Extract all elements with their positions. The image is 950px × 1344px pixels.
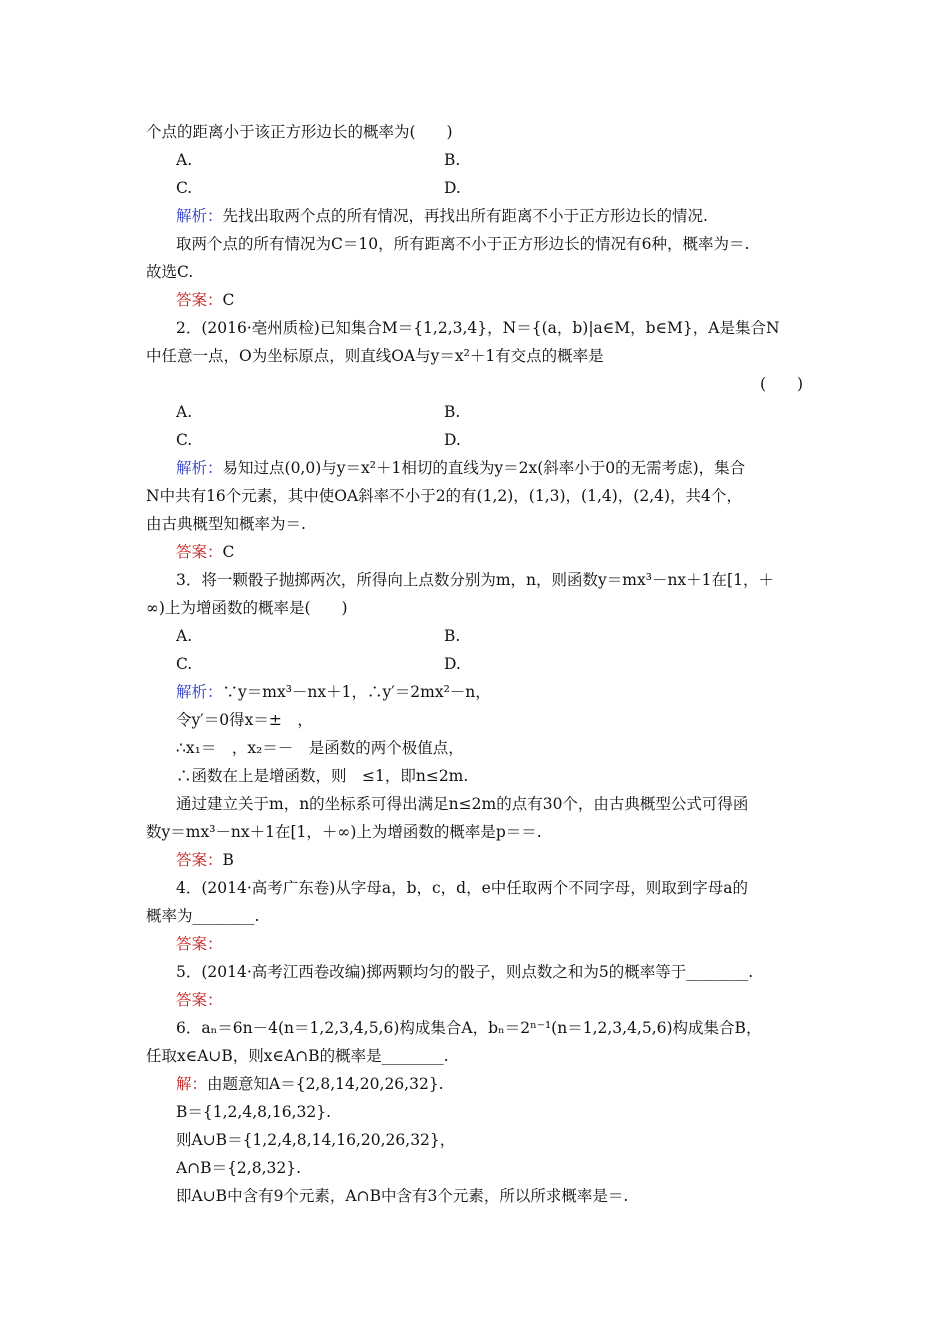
q1-option-d: D. — [444, 179, 461, 197]
q1-stem: 个点的距离小于该正方形边长的概率为( ) — [146, 123, 453, 141]
q2-answer-value: C — [222, 543, 235, 561]
q2-stem-line1: 2．(2016·亳州质检)已知集合M＝{1,2,3,4}，N＝{(a，b)|a∈M，b∈M}，A是集合N — [176, 319, 780, 337]
q6-solution-line1: 由题意知A＝{2,8,14,20,26,32}. — [207, 1075, 444, 1093]
answer-label: 答案： — [176, 291, 223, 309]
q3-analysis-text: ∵y＝mx³－nx＋1，∴y′＝2mx²－n， — [222, 683, 491, 701]
q6-stem-line2: 任取x∈A∪B，则x∈A∩B的概率是________. — [146, 1047, 449, 1065]
q1-analysis — [176, 206, 840, 226]
q3-option-b: B. — [444, 627, 461, 645]
q6-solution-line3: 则A∪B＝{1,2,4,8,14,16,20,26,32}， — [176, 1131, 456, 1149]
q1-option-a: A. — [176, 151, 193, 169]
q3-option-a: A. — [176, 627, 193, 645]
q5-stem: 5．(2014·高考江西卷改编)掷两颗均匀的骰子，则点数之和为5的概率等于________. — [176, 963, 754, 981]
q1-answer-value: C — [222, 291, 235, 309]
q6-solution — [176, 1074, 840, 1094]
analysis-label: 解析： — [176, 683, 223, 701]
q3-analysis-line2: 令y′＝0得x＝± ， — [176, 711, 313, 729]
q1-option-c: C. — [176, 179, 193, 197]
q6-solution-line2: B＝{1,2,4,8,16,32}. — [176, 1103, 332, 1121]
q4-stem-line2: 概率为________. — [146, 907, 260, 925]
q3-stem-line1: 3．将一颗骰子抛掷两次，所得向上点数分别为m，n，则函数y＝mx³－nx＋1在[1，＋ — [176, 571, 774, 589]
solution-label: 解： — [176, 1075, 208, 1093]
q6-solution-line5: 即A∪B中含有9个元素，A∩B中含有3个元素，所以所求概率是＝. — [176, 1187, 629, 1205]
answer-label: 答案： — [176, 543, 223, 561]
q1-option-b: B. — [444, 151, 461, 169]
q2-option-c: C. — [176, 431, 193, 449]
analysis-label: 解析： — [176, 207, 223, 225]
q3-answer-value: B — [222, 851, 234, 869]
q1-analysis-line2: 取两个点的所有情况为C＝10，所有距离不小于正方形边长的情况有6种，概率为＝. — [176, 235, 750, 253]
q3-analysis-line4: ∴函数在上是增函数，则 ≤1，即n≤2m. — [176, 767, 469, 785]
q2-option-a: A. — [176, 403, 193, 421]
q2-answer-paren: ( ) — [760, 375, 804, 393]
q3-analysis-line5: 通过建立关于m，n的坐标系可得出满足n≤2m的点有30个，由古典概型公式可得函 — [176, 795, 749, 813]
q3-option-d: D. — [444, 655, 461, 673]
q6-stem-line1: 6．aₙ＝6n－4(n＝1,2,3,4,5,6)构成集合A，bₙ＝2ⁿ⁻¹(n＝1,2,3,4,5,6)构成集合B， — [176, 1019, 762, 1037]
q3-analysis-line3: ∴x₁＝ ，x₂＝－ 是函数的两个极值点， — [176, 739, 464, 757]
q3-analysis — [176, 682, 840, 702]
q3-analysis-line6: 数y＝mx³－nx＋1在[1，＋∞)上为增函数的概率是p＝＝. — [146, 823, 542, 841]
answer-label: 答案： — [176, 851, 223, 869]
q4-answer-label: 答案： — [176, 935, 223, 953]
q2-answer — [176, 542, 840, 562]
q1-answer — [176, 290, 840, 310]
q4-stem-line1: 4．(2014·高考广东卷)从字母a，b，c，d，e中任取两个不同字母，则取到字母a的 — [176, 879, 749, 897]
q2-option-b: B. — [444, 403, 461, 421]
analysis-label: 解析： — [176, 459, 223, 477]
q1-analysis-text: 先找出取两个点的所有情况，再找出所有距离不小于正方形边长的情况. — [222, 207, 708, 225]
q2-analysis-line2: N中共有16个元素，其中使OA斜率不小于2的有(1,2)，(1,3)，(1,4)，(2,4)，共4个， — [146, 487, 742, 505]
q2-analysis-line3: 由古典概型知概率为＝. — [146, 515, 306, 533]
q6-solution-line4: A∩B＝{2,8,32}. — [176, 1159, 302, 1177]
q2-analysis — [176, 458, 840, 478]
q1-analysis-line3: 故选C. — [146, 263, 194, 281]
q3-answer — [176, 850, 840, 870]
q2-analysis-text: 易知过点(0,0)与y＝x²＋1相切的直线为y＝2x(斜率小于0的无需考虑)，集合 — [222, 459, 746, 477]
q3-option-c: C. — [176, 655, 193, 673]
q3-stem-line2: ∞)上为增函数的概率是( ) — [146, 599, 348, 617]
q2-stem-line2: 中任意一点，O为坐标原点，则直线OA与y＝x²＋1有交点的概率是 — [146, 347, 604, 365]
q2-option-d: D. — [444, 431, 461, 449]
q5-answer-label: 答案： — [176, 991, 223, 1009]
